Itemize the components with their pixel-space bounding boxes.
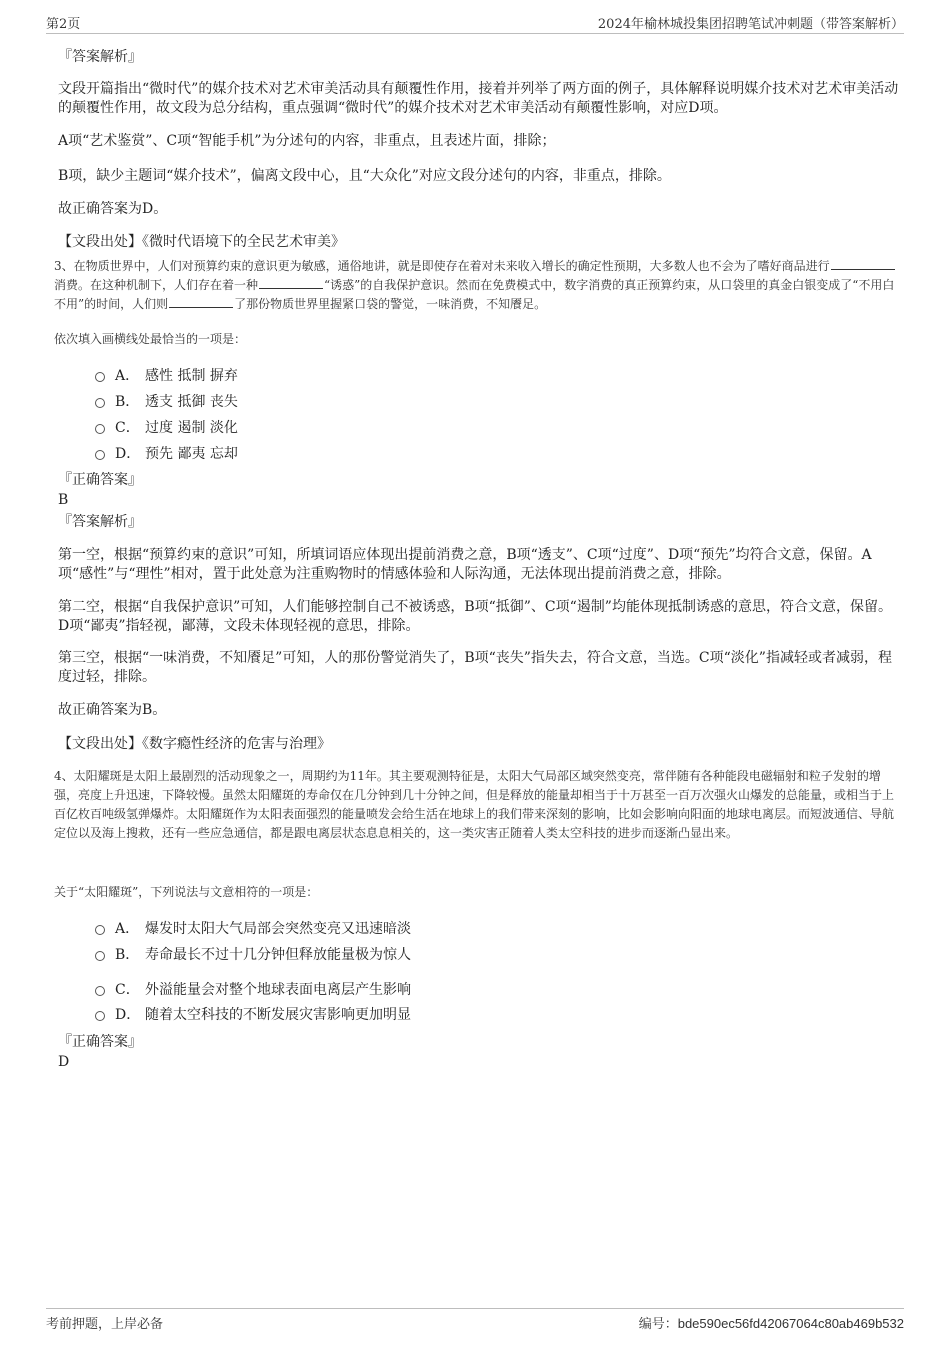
document-code-value: bde590ec56fd42067064c80ab469b532: [677, 1316, 904, 1331]
q3-analysis-paragraph-2: 第二空，根据“自我保护意识”可知，人们能够控制自己不被诱惑，B项“抵御”、C项“遏制”均能体现抵制诱惑的意思，符合文意，保留。D项“鄙夷”指轻视，鄙薄，文段未体现轻视的意思，排除。: [58, 599, 892, 634]
q3-source: 【文段出处】《数字瘾性经济的危害与治理》: [58, 736, 331, 752]
footer-divider: [46, 1308, 904, 1309]
q4-option-d-text: 随着太空科技的不断发展灾害影响更加明显: [145, 1007, 411, 1023]
radio-icon[interactable]: [95, 398, 105, 408]
q2-analysis-paragraph-3: B项，缺少主题词“媒介技术”，偏离文段中心，且“大众化”对应文段分述句的内容，非重点，排除。: [58, 168, 671, 184]
header-divider: [46, 33, 904, 34]
q3-answer-value: B: [58, 492, 69, 508]
q3-answer-label: 『正确答案』: [58, 472, 142, 488]
q4-answer-label: 『正确答案』: [58, 1034, 142, 1050]
q4-stem: 4、太阳耀斑是太阳上最剧烈的活动现象之一，周期约为11年。其主要观测特征是，太阳大气局部区域突然变亮，常伴随有各种能段电磁辐射和粒子发射的增强，亮度上升迅速，下降较慢。虽然太阳耀斑的寿命仅在几分钟到几十分钟之间，但是释放的能量却相当于十万甚至一百万次强火山爆发的总能量，或相当于上百亿枚百吨级氢弹爆炸。太阳耀斑作为太阳表面强烈的能量喷发会给生活在地球上的我们带来深刻的影响，比如会影响向阳面的地球电离层。而短波通信、导航定位以及海上搜救，还有一些应急通信，都是跟电离层状态息息相关的，这一类灾害正随着人类太空科技的进步而逐渐凸显出来。: [54, 769, 895, 840]
q4-answer-value: D: [58, 1054, 70, 1070]
q4-option-b[interactable]: [95, 945, 411, 965]
q3-option-a-letter: A．: [115, 368, 140, 384]
q3-option-b-text: 透支 抵御 丧失: [145, 394, 238, 410]
q3-analysis-paragraph-3: 第三空，根据“一味消费，不知餍足”可知，人的那份警觉消失了，B项“丧失”指失去，符合文意，当选。C项“淡化”指减轻或者减弱，程度过轻，排除。: [58, 650, 892, 685]
q3-option-c[interactable]: [95, 418, 238, 438]
radio-icon[interactable]: [95, 951, 105, 961]
q4-prompt: 关于“太阳耀斑”，下列说法与文意相符的一项是：: [54, 885, 319, 899]
radio-icon[interactable]: [95, 925, 105, 935]
q3-option-b[interactable]: [95, 392, 238, 412]
q4-option-d[interactable]: [95, 1005, 411, 1025]
document-title: 2024年榆林城投集团招聘笔试冲刺题（带答案解析）: [597, 17, 904, 32]
q4-option-a-text: 爆发时太阳大气局部会突然变亮又迅速暗淡: [145, 921, 411, 937]
radio-icon[interactable]: [95, 1011, 105, 1021]
q3-option-c-letter: C．: [115, 420, 140, 436]
q4-option-b-letter: B．: [115, 947, 140, 963]
q3-blank-3: [169, 295, 233, 308]
q3-prompt: 依次填入画横线处最恰当的一项是：: [54, 332, 247, 346]
q3-option-a[interactable]: [95, 366, 238, 386]
q3-stem: [54, 257, 900, 314]
q3-blank-1: [831, 257, 895, 270]
q3-stem-part-2: 消费。在这种机制下，人们存在着一种: [54, 278, 259, 292]
q2-analysis-label: 『答案解析』: [58, 49, 142, 65]
q2-analysis-paragraph-2: A项“艺术鉴赏”、C项“智能手机”为分述句的内容，非重点，且表述片面，排除；: [58, 133, 556, 149]
q3-option-d-text: 预先 鄙夷 忘却: [145, 446, 238, 462]
q3-stem-part-3: “诱惑”的自我保护意识。然而在免费模式中，数字消费的真正预算约束，从口袋里的真金白银变成了“不用白不用”的时间，人们则: [54, 278, 895, 311]
q4-option-a[interactable]: [95, 919, 411, 939]
radio-icon[interactable]: [95, 372, 105, 382]
q2-source: 【文段出处】《微时代语境下的全民艺术审美》: [58, 234, 345, 250]
q4-option-b-text: 寿命最长不过十几分钟但释放能量极为惊人: [145, 947, 411, 963]
radio-icon[interactable]: [95, 986, 105, 996]
q3-option-d-letter: D．: [115, 446, 141, 462]
q4-option-c[interactable]: [95, 980, 411, 1000]
footer-slogan: 考前押题，上岸必备: [46, 1317, 164, 1332]
q4-option-a-letter: A．: [115, 921, 140, 937]
q3-stem-part-1: 3、在物质世界中，人们对预算约束的意识更为敏感，通俗地讲，就是即使存在着对未来收入增长的确定性预期，大多数人也不会为了嗜好商品进行: [54, 259, 830, 273]
radio-icon[interactable]: [95, 424, 105, 434]
document-code: [639, 1313, 904, 1332]
q2-analysis-paragraph-1: 文段开篇指出“微时代”的媒介技术对艺术审美活动具有颠覆性作用，接着并列举了两方面的例子，具体解释说明媒介技术对艺术审美活动的颠覆性作用，故文段为总分结构，重点强调“微时代”的媒介技术对艺术审美活动有颠覆性影响，对应D项。: [58, 81, 899, 116]
q4-option-d-letter: D．: [115, 1007, 141, 1023]
q4-option-c-letter: C．: [115, 982, 140, 998]
q3-analysis-paragraph-1: 第一空，根据“预算约束的意识”可知，所填词语应体现出提前消费之意，B项“透支”、C项“过度”、D项“预先”均符合文意，保留。A项“感性”与“理性”相对，置于此处意为注重购物时的情感体验和人际沟通，无法体现出提前消费之意，排除。: [58, 547, 872, 582]
q3-option-c-text: 过度 遏制 淡化: [145, 420, 238, 436]
q4-option-c-text: 外溢能量会对整个地球表面电离层产生影响: [145, 982, 411, 998]
q3-option-b-letter: B．: [115, 394, 140, 410]
q3-analysis-conclusion: 故正确答案为B。: [58, 702, 167, 718]
q3-option-a-text: 感性 抵制 摒弃: [145, 368, 238, 384]
q3-blank-2: [259, 276, 323, 289]
q3-stem-part-4: 了那份物质世界里握紧口袋的警觉，一味消费，不知餍足。: [234, 297, 547, 311]
page-number: 第2页: [46, 17, 81, 32]
q2-analysis-conclusion: 故正确答案为D。: [58, 201, 168, 217]
radio-icon[interactable]: [95, 450, 105, 460]
q3-option-d[interactable]: [95, 444, 238, 464]
document-code-label: 编号：: [638, 1317, 678, 1332]
q3-analysis-label: 『答案解析』: [58, 514, 142, 530]
